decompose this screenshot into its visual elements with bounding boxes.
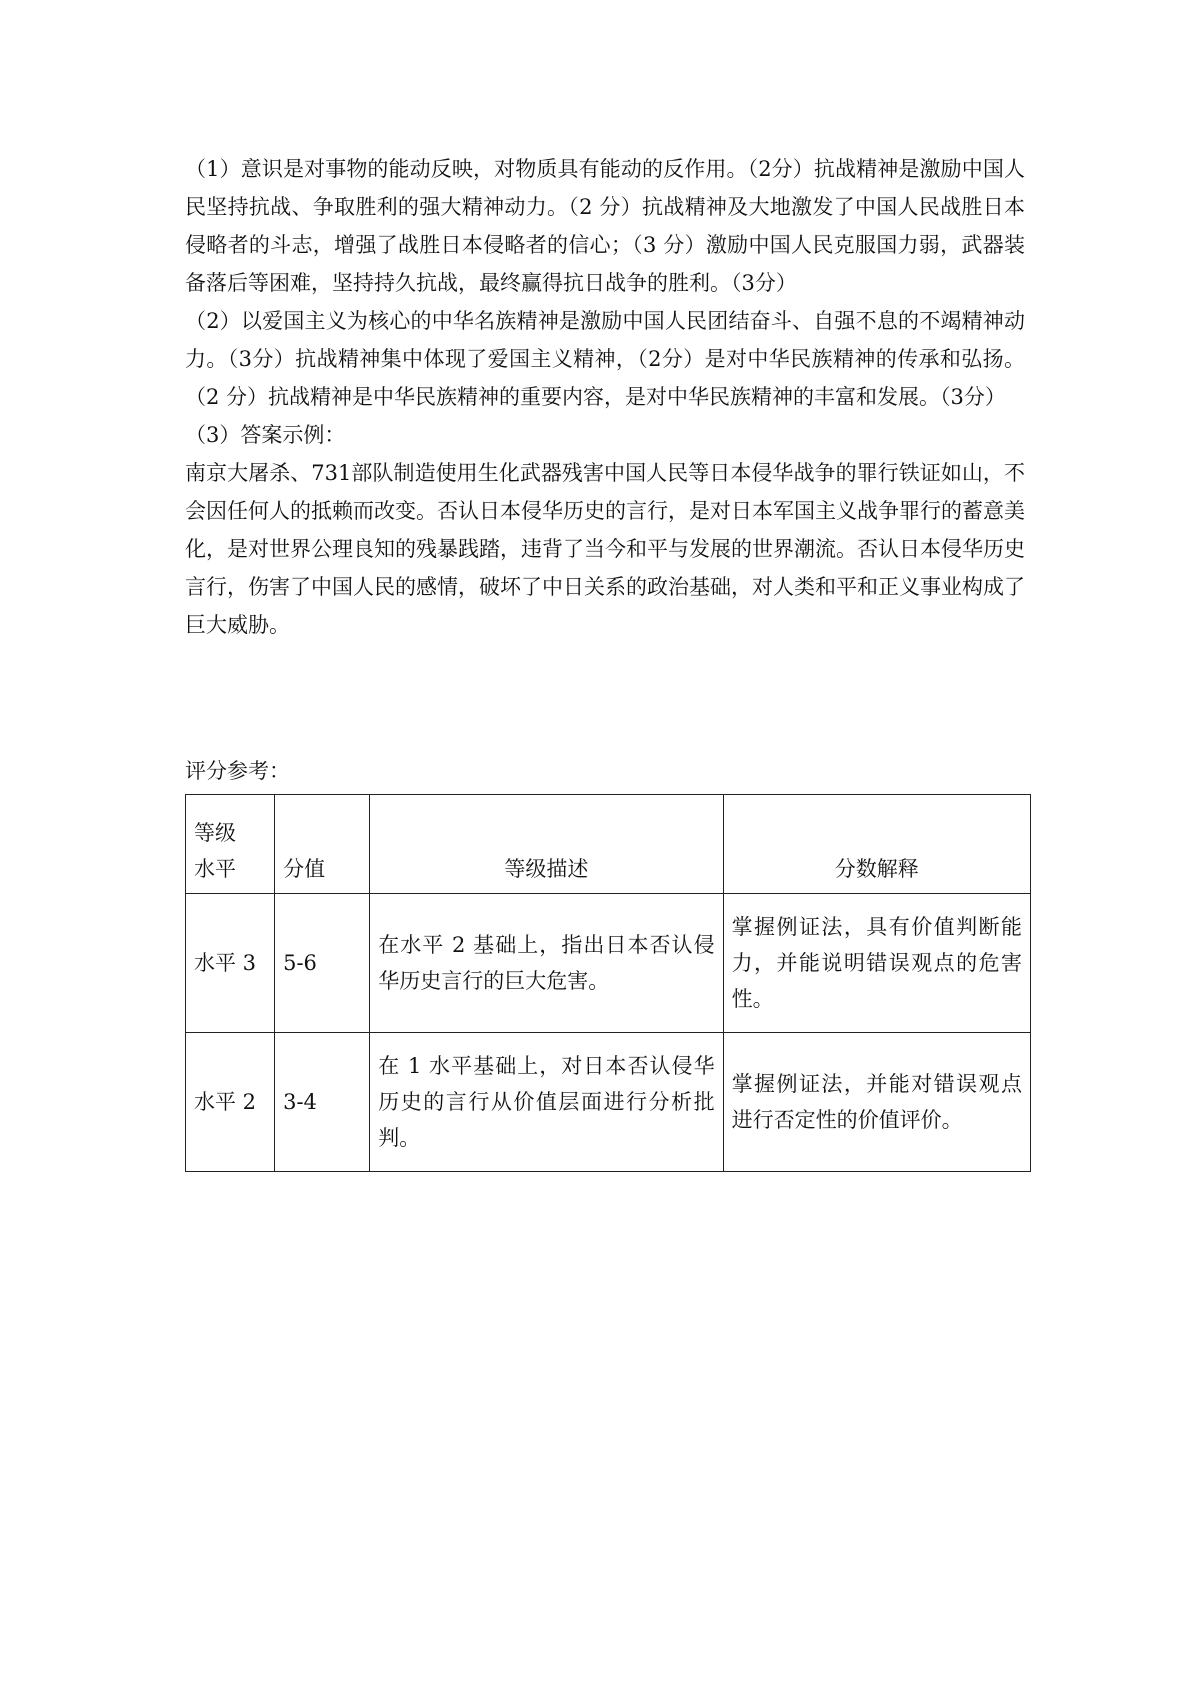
header-level: 等级 水平 [186, 795, 275, 894]
header-description: 等级描述 [370, 795, 723, 894]
row-description: 在 1 水平基础上，对日本否认侵华历史的言行从价值层面进行分析批判。 [370, 1033, 723, 1172]
answer-document [185, 150, 1025, 1172]
row-explanation: 掌握例证法，具有价值判断能力，并能说明错误观点的危害性。 [723, 894, 1030, 1033]
row-explanation: 掌握例证法，并能对错误观点进行否定性的价值评价。 [723, 1033, 1030, 1172]
row-level: 水平 3 [186, 894, 275, 1033]
section-gap [185, 644, 1025, 752]
row-score: 5-6 [275, 894, 370, 1033]
rubric-header-row [186, 795, 1031, 894]
answer-part-2: （2）以爱国主义为核心的中华名族精神是激励中国人民团结奋斗、自强不息的不竭精神动力。（3分）抗战精神集中体现了爱国主义精神，（2分）是对中华民族精神的传承和弘扬。（2 分）抗战精神是中华民族精神的重要内容，是对中华民族精神的丰富和发展。（3分） [185, 309, 1025, 409]
row-level: 水平 2 [186, 1033, 275, 1172]
answer-part-3-heading: （3）答案示例： [185, 423, 346, 447]
header-score: 分值 [275, 795, 370, 894]
answer-part-1: （1）意识是对事物的能动反映，对物质具有能动的反作用。（2分）抗战精神是激励中国人民坚持抗战、争取胜利的强大精神动力。（2 分）抗战精神及大地激发了中国人民战胜日本侵略者的斗志，增强了战胜日本侵略者的信心；（3 分）激励中国人民克服国力弱，武器装备落后等困难，坚持持久抗战，最终赢得抗日战争的胜利。（3分） [185, 157, 1025, 295]
header-explanation: 分数解释 [723, 795, 1030, 894]
table-row [186, 1033, 1031, 1172]
table-row [186, 894, 1031, 1033]
row-description: 在水平 2 基础上，指出日本否认侵华历史言行的巨大危害。 [370, 894, 723, 1033]
row-score: 3-4 [275, 1033, 370, 1172]
answer-part-3-example: 南京大屠杀、731部队制造使用生化武器残害中国人民等日本侵华战争的罪行铁证如山，不会因任何人的抵赖而改变。否认日本侵华历史的言行，是对日本军国主义战争罪行的蓄意美化，是对世界公理良知的残暴践踏，违背了当今和平与发展的世界潮流。否认日本侵华历史言行，伤害了中国人民的感情，破坏了中日关系的政治基础，对人类和平和正义事业构成了巨大威胁。 [185, 461, 1025, 637]
rubric-caption: 评分参考： [185, 759, 290, 783]
rubric-table [185, 794, 1031, 1172]
